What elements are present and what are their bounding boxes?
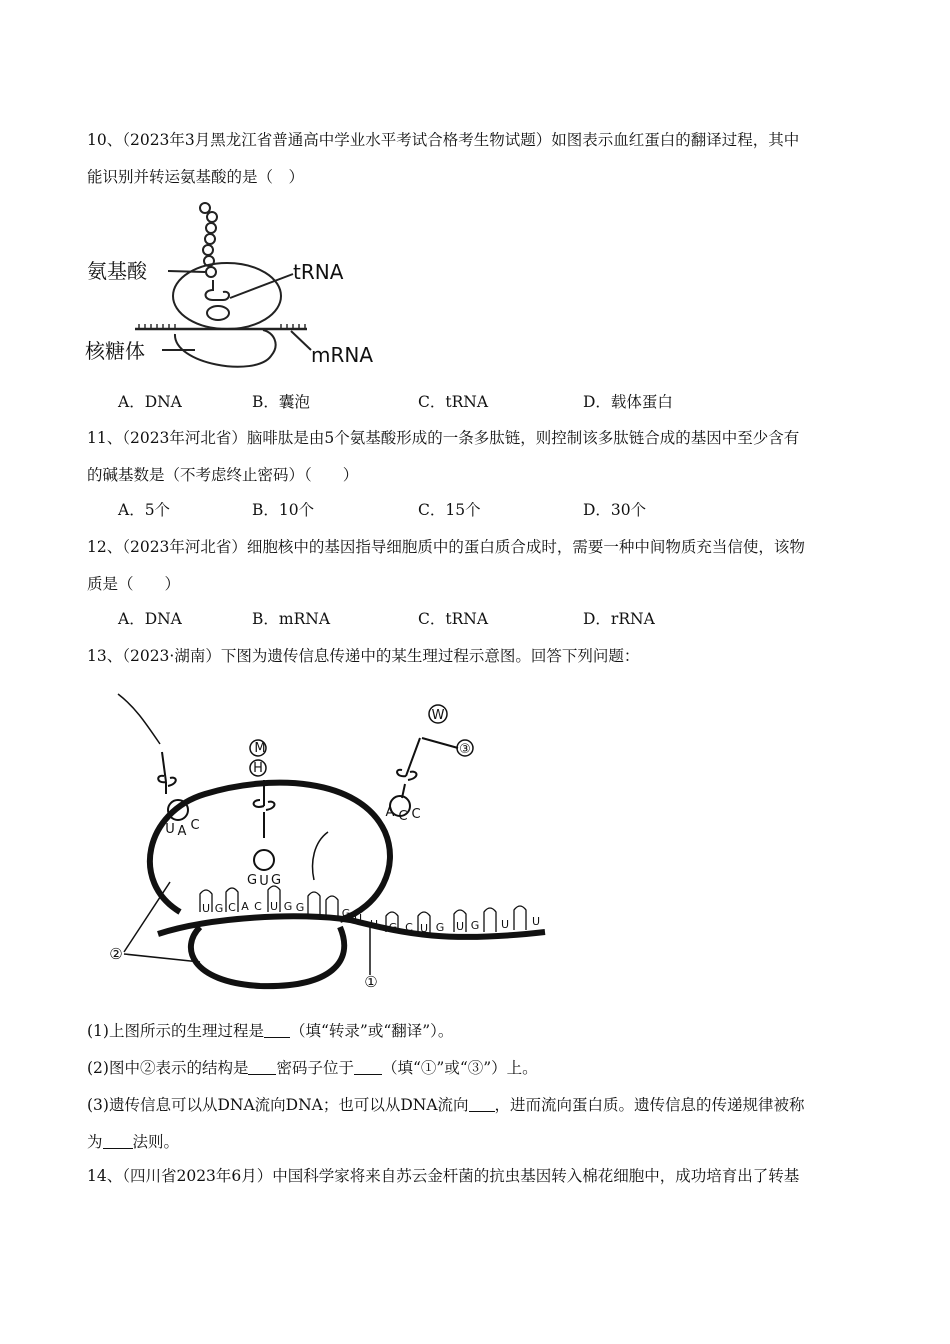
mrna-base: C: [228, 901, 236, 914]
q10-option-c[interactable]: C．tRNA: [418, 393, 489, 411]
mrna-base: U: [500, 918, 510, 931]
mrna-base: U: [419, 922, 429, 935]
center-anticodon-base: G: [270, 873, 282, 888]
mrna-base: C: [405, 921, 413, 934]
marker-2: ②: [109, 945, 123, 963]
mrna-base: G: [283, 900, 293, 913]
answer-blank-1[interactable]: [264, 1021, 290, 1038]
mrna-base: G: [435, 921, 445, 934]
mrna-base: U: [369, 918, 379, 931]
aa-label-h: H: [253, 761, 263, 776]
center-anticodon-base: G: [246, 873, 258, 888]
q11-option-b[interactable]: B．10个: [252, 501, 315, 519]
right-anticodon-base: C: [411, 807, 421, 822]
mrna-base: A: [241, 900, 249, 913]
label-ribosome: 核糖体: [85, 339, 145, 363]
mrna-base: G: [388, 921, 398, 934]
q11-option-d[interactable]: D．30个: [583, 501, 647, 519]
center-anticodon-base: U: [259, 874, 269, 889]
q11-option-a[interactable]: A．5个: [118, 501, 171, 519]
mrna-base: U: [201, 902, 211, 915]
label-amino-acid: 氨基酸: [87, 259, 147, 283]
q10-option-b[interactable]: B．囊泡: [252, 393, 310, 411]
q11-stem-line1: 11、（2023年河北省）脑啡肽是由5个氨基酸形成的一条多肽链，则控制该多肽链合成的基因中至少含有: [87, 429, 800, 447]
q11-stem-line2: 的碱基数是（不考虑终止密码）（ ）: [87, 466, 359, 484]
mrna-base: G: [470, 919, 480, 932]
q12-stem-line1: 12、（2023年河北省）细胞核中的基因指导细胞质中的蛋白质合成时，需要一种中间物质充当信使，该物: [87, 538, 805, 556]
mrna-base: G: [295, 901, 305, 914]
answer-blank-4[interactable]: [469, 1095, 495, 1112]
right-anticodon-base: A: [385, 805, 395, 820]
label-trna: tRNA: [293, 260, 344, 284]
mrna-base: G: [214, 902, 224, 915]
answer-blank-5[interactable]: [103, 1132, 133, 1149]
mrna-base: U: [531, 915, 541, 928]
mrna-base: U: [269, 900, 279, 913]
q10-translation-figure: [85, 198, 375, 378]
left-anticodon-base: U: [165, 822, 175, 837]
q10-option-d[interactable]: D．载体蛋白: [583, 393, 673, 411]
q14-stem-line1: 14、（四川省2023年6月）中国科学家将来自苏云金杆菌的抗虫基因转入棉花细胞中，成功培育出了转基: [87, 1167, 800, 1185]
mrna-base: U: [353, 912, 363, 925]
aa-label-w: W: [431, 708, 445, 723]
q10-stem-line1: 10、（2023年3月黑龙江省普通高中学业水平考试合格考生物试题）如图表示血红蛋白的翻译过程，其中: [87, 131, 800, 149]
q10-option-a[interactable]: A．DNA: [118, 393, 182, 411]
mrna-base: C: [254, 900, 262, 913]
q12-option-c[interactable]: C．tRNA: [418, 610, 489, 628]
q12-option-d[interactable]: D．rRNA: [583, 610, 655, 628]
q11-option-c[interactable]: C．15个: [418, 501, 481, 519]
mrna-base: G: [341, 907, 351, 920]
label-mrna: mRNA: [311, 343, 374, 367]
q13-subquestion-1: (1)上图所示的生理过程是 （填“转录”或“翻译”）。: [87, 1022, 454, 1040]
aa-label-m: M: [254, 741, 266, 756]
q12-option-a[interactable]: A．DNA: [118, 610, 182, 628]
right-anticodon-base: C: [398, 809, 408, 824]
answer-blank-2[interactable]: [248, 1058, 276, 1075]
q13-subquestion-2: (2)图中②表示的结构是 密码子位于 （填“①”或“③”）上。: [87, 1059, 538, 1077]
q13-stem: 13、（2023·湖南）下图为遗传信息传递中的某生理过程示意图。回答下列问题：: [87, 647, 640, 665]
marker-1: ①: [364, 973, 378, 991]
left-anticodon-base: A: [177, 824, 187, 839]
answer-blank-3[interactable]: [354, 1058, 382, 1075]
q13-subquestion-3-cont: 为 法则。: [87, 1133, 180, 1151]
q12-option-b[interactable]: B．mRNA: [252, 610, 331, 628]
left-anticodon-base: C: [190, 818, 200, 833]
q13-subquestion-3: (3)遗传信息可以从DNA流向DNA；也可以从DNA流向 ，进而流向蛋白质。遗传信息的传递规律被称: [87, 1096, 805, 1114]
marker-3: ③: [459, 742, 471, 757]
q10-stem-line2: 能识别并转运氨基酸的是（ ）: [87, 168, 305, 186]
q13-translation-figure: [100, 682, 560, 1002]
q12-stem-line2: 质是（ ）: [87, 575, 181, 593]
mrna-base: U: [455, 920, 465, 933]
